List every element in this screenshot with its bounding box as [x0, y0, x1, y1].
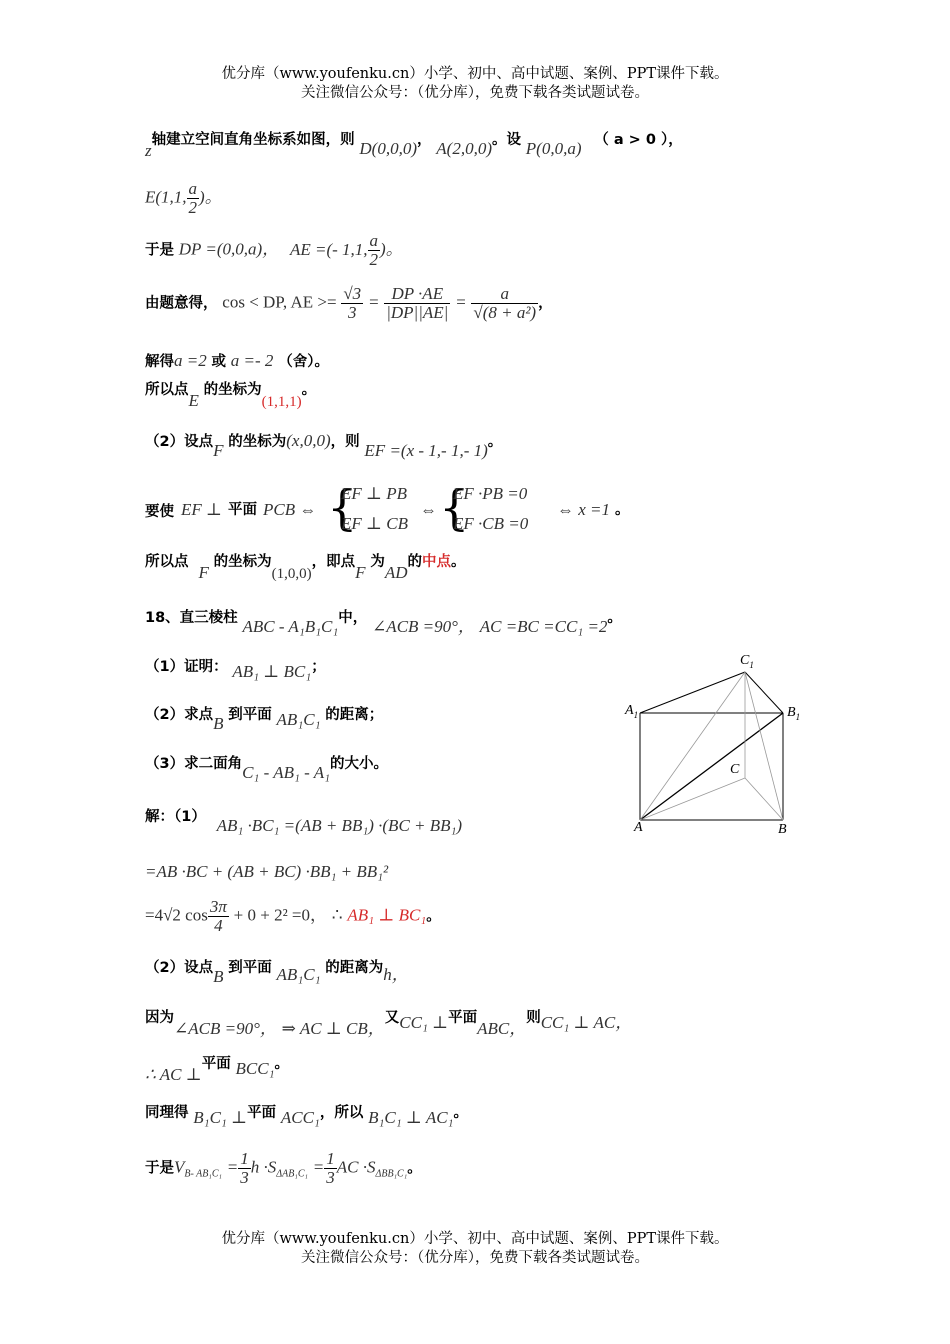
- three-1: 3: [240, 1168, 249, 1187]
- text-jidian: ，即点: [311, 554, 356, 570]
- S-sub-2: ΔBB₁C₁: [375, 1168, 408, 1180]
- plane-AB1C1: AB₁C₁: [276, 710, 321, 729]
- diag-AC1: [640, 672, 745, 820]
- plane-ACC1: ACC₁: [280, 1108, 320, 1127]
- EF-perp-PB: EF ⊥ PB: [341, 484, 408, 503]
- CC1-perp-AC: CC₁ ⊥ AC，: [540, 1013, 633, 1032]
- cos-term: =4√2 cos: [145, 905, 208, 925]
- plane-PCB: PCB ⇔: [263, 500, 317, 519]
- q18-part3: [145, 752, 389, 782]
- label-A: A: [634, 820, 643, 835]
- point-F: F: [213, 441, 224, 460]
- CC1-perp: CC₁ ⊥: [399, 1013, 449, 1032]
- text-pingmian-2: 平面: [448, 1010, 478, 1026]
- text-tongli: 同理得: [145, 1105, 189, 1121]
- eq-1: =: [226, 1157, 239, 1177]
- text-yushi-2: 于是: [145, 1160, 174, 1177]
- three-2: 3: [326, 1168, 335, 1187]
- label-B1: $B_1$: [787, 705, 801, 722]
- text-pingmian-3: 平面: [201, 1056, 231, 1072]
- text-wei: 为: [370, 554, 385, 570]
- sol-5: [145, 1002, 633, 1038]
- AB1-perp-BC1: AB₁ ⊥ BC₁: [232, 662, 312, 681]
- point-B-2: B: [213, 967, 224, 986]
- q18-label: 18、直三棱柱: [145, 610, 238, 626]
- text-suoyi-2: 所以点: [145, 554, 189, 570]
- line-vectors: [145, 232, 403, 269]
- text-zhongdian: 中点: [422, 554, 452, 570]
- text-daopingmian: 到平面: [228, 707, 272, 723]
- period-7: 。: [274, 1056, 289, 1072]
- EF-dot-CB: EF ·CB =0: [453, 514, 529, 533]
- text-suoyi-3: ，所以: [319, 1105, 364, 1121]
- point-B: B: [213, 714, 224, 733]
- angle-ACB: ∠ACB =90°，: [372, 617, 475, 636]
- S-sub-1: ΔAB₁C₁: [276, 1168, 308, 1180]
- part3-label: （3）求二面角: [145, 756, 243, 772]
- point-A: A(2,0,0): [436, 139, 493, 158]
- volume-sub: B- AB₁C₁: [184, 1168, 222, 1180]
- B1C1-perp: B₁C₁ ⊥: [193, 1108, 248, 1127]
- text-yaoshi: 要使: [145, 504, 174, 520]
- header-line-2: 关注微信公众号：（优分库），免费下载各类试题试卷。: [301, 85, 649, 101]
- q18-statement: [145, 602, 622, 636]
- cond-a: （ a > 0 ），: [594, 132, 683, 148]
- text-zhong: 中，: [338, 610, 368, 626]
- three: 3: [347, 303, 357, 322]
- text-suoyi: 所以点: [145, 382, 189, 398]
- volume-V: V: [174, 1157, 185, 1177]
- point-F-2: F: [198, 563, 209, 582]
- footer-line-2: 关注微信公众号：（优分库），免费下载各类试题试卷。: [301, 1250, 649, 1266]
- label-A1: $A_1$: [625, 703, 639, 720]
- prism-figure: [620, 650, 810, 845]
- sol-7: [145, 1101, 468, 1127]
- period-6: 。: [426, 908, 441, 925]
- var-h: h，: [383, 965, 409, 984]
- text-julizwei: 的距离为: [325, 960, 384, 976]
- period-5: 。: [607, 610, 622, 626]
- part2-label: （2）求点: [145, 707, 214, 723]
- vec-AE-end: )。: [380, 239, 403, 259]
- one-1: 1: [240, 1149, 249, 1168]
- EF-perp-CB: EF ⊥ CB: [341, 514, 408, 533]
- sol-4: [145, 952, 409, 986]
- F-result: (1,0,0): [271, 566, 312, 582]
- period-2: 。: [487, 434, 503, 450]
- text-pingmian-4: 平面: [247, 1105, 277, 1121]
- text-juli: 的距离；: [325, 707, 384, 723]
- lengths: AC =BC =CC₁ =2: [479, 617, 608, 636]
- plane-AB1C1-2: AB₁C₁: [276, 965, 321, 984]
- sum-zero: + 0 + 2² =0，: [233, 905, 328, 925]
- text-yinwei: 因为: [145, 1010, 174, 1026]
- sol-2: [145, 862, 388, 882]
- var-z: z: [145, 141, 152, 160]
- edge-C1B1: [745, 672, 783, 713]
- frac-num-2: a: [369, 231, 379, 250]
- conclusion-perp: AB₁ ⊥ BC₁: [347, 905, 427, 925]
- period-3: 。: [615, 502, 630, 518]
- eq-2: =: [312, 1157, 325, 1177]
- comma: ，: [538, 295, 553, 312]
- period-9: 。: [407, 1160, 422, 1177]
- point-F-3: F: [355, 563, 366, 582]
- text-ze-2: 则: [526, 1010, 541, 1026]
- F-value: (x,0,0): [286, 431, 331, 450]
- text-pingmian: 平面: [228, 502, 257, 518]
- sqrt-8a2: √(8 + a²): [473, 303, 537, 322]
- period-8: 。: [453, 1105, 468, 1121]
- label-B: B: [778, 822, 787, 837]
- part2-sol-label: （2）设点: [145, 960, 214, 976]
- frac-den: 2: [188, 198, 198, 217]
- norms: |DP||AE|: [386, 303, 449, 322]
- label-C1: $C_1$: [740, 653, 754, 670]
- text-jiede: 解得: [145, 354, 174, 370]
- AC-S: AC ·S: [336, 1157, 376, 1177]
- x-eq-1: ⇔ x =1: [557, 500, 611, 519]
- AC-perp-CB: ⇒ AC ⊥ CB，: [281, 1019, 385, 1038]
- frac-den-2: 2: [369, 250, 379, 269]
- line-coord-system: z轴建立空间直角坐标系如图，则 D(0,0,0)， A(2,0,0)。设 P(0,0,a) （ a > 0 ），: [145, 132, 683, 160]
- sol-label: 解：（1）: [145, 809, 206, 825]
- dot-product: DP ·AE: [384, 285, 450, 304]
- text-daopingmian-2: 到平面: [228, 960, 272, 976]
- cos-expr: cos < DP, AE >=: [222, 292, 337, 312]
- vec-AE: AE =(- 1,1,: [289, 239, 368, 259]
- point-E-label: E: [188, 391, 199, 410]
- point-D: D(0,0,0): [359, 139, 418, 158]
- vec-DP: DP =(0,0,a)，: [178, 239, 280, 259]
- diag-C1B: [745, 672, 783, 820]
- text-zuobiao-2: 的坐标为: [228, 434, 287, 450]
- angle-90: ∠ACB =90°，: [174, 1019, 277, 1038]
- line-E: [145, 180, 222, 217]
- text-huo: 或: [211, 354, 227, 370]
- point-P: P(0,0,a): [525, 139, 582, 158]
- text-she: 。设: [492, 132, 522, 148]
- header-line-1: 优分库（www.youfenku.cn）小学、初中、高中试题、案例、PPT课件下载。: [221, 66, 729, 82]
- diag-AB1: [640, 713, 783, 820]
- E-value: (1,1,1): [261, 394, 302, 410]
- frac-a: a: [471, 285, 538, 304]
- a-eq-neg2: a =- 2: [230, 351, 274, 370]
- dot-expand-2: =AB ·BC + (AB + BC) ·BB₁ + BB₁²: [145, 862, 389, 881]
- text-shedian: （2）设点: [145, 434, 214, 450]
- sol-3: [145, 898, 441, 935]
- line-cos: 由题意得， cos < DP, AE >= $\frac{√3}{3}$ = $\frac{DP \cdot AE}{|DP||AE|}$ = $\frac{a}{\text{√(8 + a²)}}$ ，: [145, 284, 553, 322]
- sol-1: [145, 805, 463, 835]
- dot-expand-1: AB₁ ·BC₁ =(AB + BB₁) ·(BC + BB₁): [216, 816, 463, 835]
- plane-ABC: ABC，: [477, 1019, 527, 1038]
- edge-A1C1: [640, 672, 745, 713]
- one-2: 1: [326, 1149, 335, 1168]
- three-pi: 3π: [209, 897, 227, 916]
- semicolon: ；: [311, 659, 326, 675]
- a-eq-2: a =2: [174, 351, 207, 370]
- text-tiyi: 由题意得，: [145, 295, 218, 312]
- iff-1: ⇔: [420, 500, 437, 519]
- q18-part1: [145, 655, 326, 681]
- h-S: h ·S: [250, 1157, 277, 1177]
- vec-EF: EF =(x - 1,- 1,- 1): [364, 441, 488, 460]
- period: 。: [301, 382, 317, 398]
- four: 4: [214, 916, 223, 935]
- label-C: C: [730, 762, 740, 777]
- AC-perp: ∴ AC ⊥: [145, 1065, 202, 1084]
- text-daxiao: 的大小。: [330, 756, 389, 772]
- period-4: 。: [451, 554, 466, 570]
- frac-num: a: [188, 179, 198, 198]
- line-F-setup: [145, 430, 503, 460]
- q18-part2: [145, 703, 384, 733]
- sqrt3: √3: [343, 284, 362, 303]
- line-F-result: [145, 550, 466, 582]
- prism: ABC - A₁B₁C₁: [242, 617, 339, 636]
- text-yushi: 于是: [145, 242, 174, 259]
- text-you: 又: [384, 1010, 400, 1026]
- therefore: ∴: [331, 905, 343, 925]
- edge-AC: [640, 778, 745, 820]
- line-solve-a: [145, 350, 329, 371]
- B1C1-perp-AC1: B₁C₁ ⊥ AC₁: [368, 1108, 454, 1127]
- EF-dot-PB: EF ·PB =0: [453, 484, 528, 503]
- line-E-coord: [145, 378, 317, 410]
- point-E: E(1,1,: [145, 187, 187, 207]
- text-zuobiao: 的坐标为: [203, 382, 262, 398]
- part1-label: （1）证明：: [145, 659, 228, 675]
- segment-AD: AD: [384, 563, 408, 582]
- text-zuobiao-3: 的坐标为: [213, 554, 272, 570]
- text-ze: ，则: [330, 434, 360, 450]
- plane-BCC1: BCC₁: [235, 1059, 275, 1078]
- point-E-end: )。: [199, 187, 222, 207]
- text-axis: 轴建立空间直角坐标系如图，则: [151, 132, 355, 148]
- text-she: （舍）。: [278, 354, 329, 370]
- EF-perp: EF ⊥: [181, 500, 223, 519]
- sol-8: [145, 1150, 422, 1187]
- sol-6: [145, 1052, 289, 1084]
- text-de: 的: [407, 554, 423, 570]
- dihedral: C₁ - AB₁ - A₁: [242, 763, 331, 782]
- footer-line-1: 优分库（www.youfenku.cn）小学、初中、高中试题、案例、PPT课件下载。: [221, 1231, 729, 1247]
